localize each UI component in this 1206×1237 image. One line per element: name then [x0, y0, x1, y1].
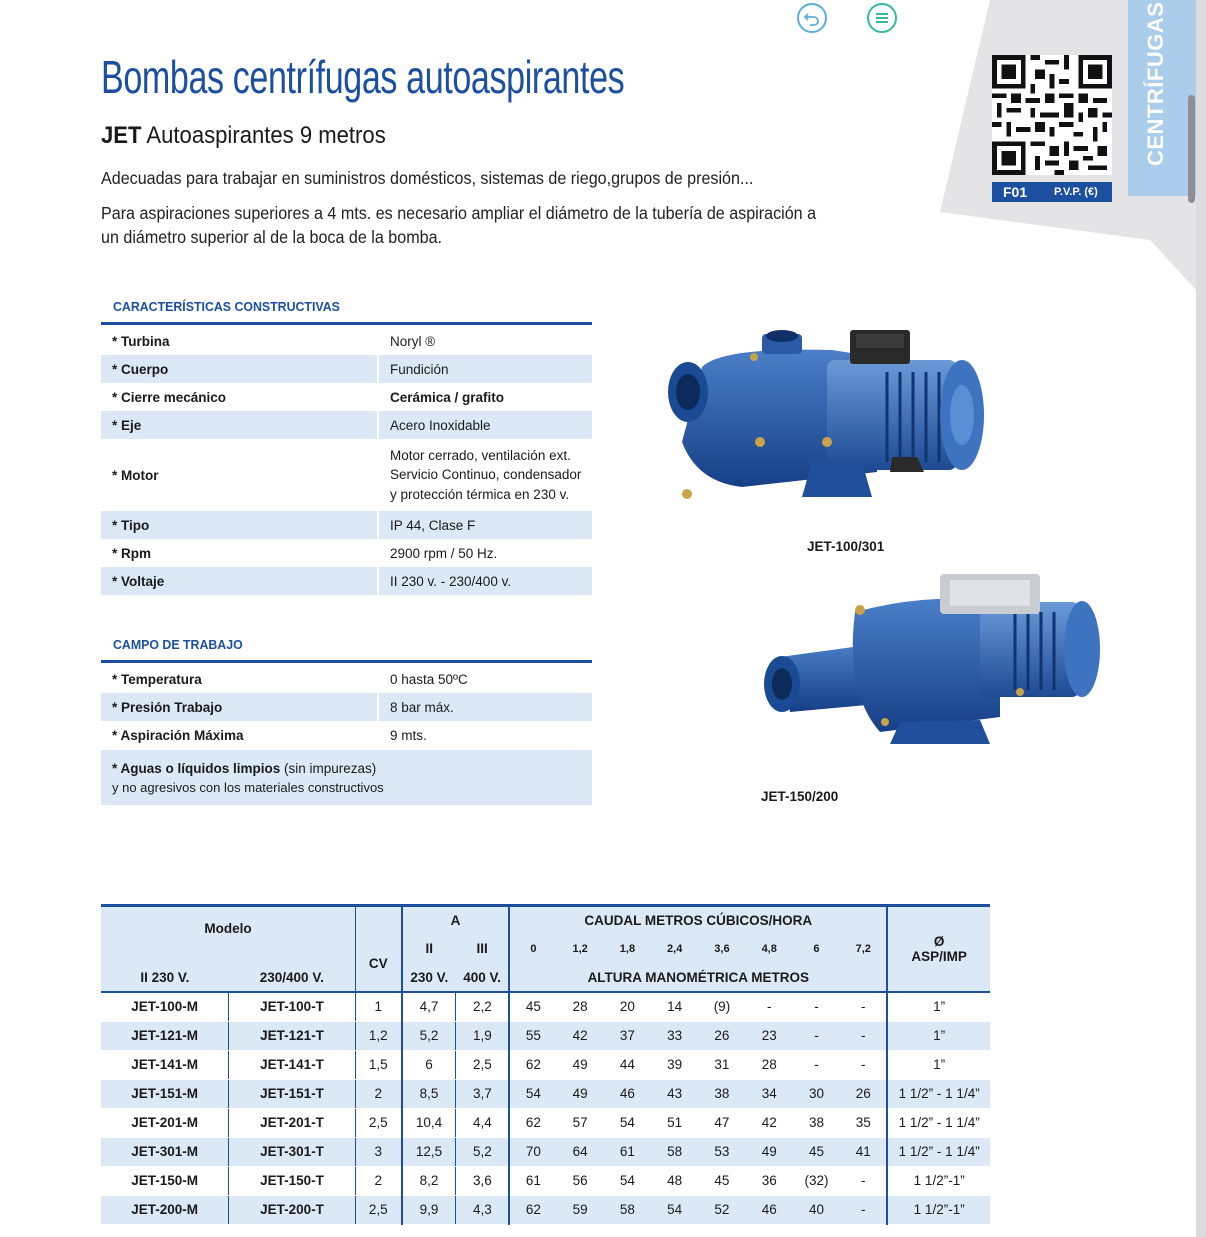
spec-key: * Tipo [101, 511, 378, 539]
caudal-value: 1,8 [604, 934, 651, 964]
table-row [101, 1195, 990, 1224]
table-row [101, 1108, 990, 1137]
spec-row [101, 539, 592, 567]
height-value: - [840, 1021, 887, 1050]
water-note [101, 750, 592, 805]
height-value: 37 [604, 1021, 651, 1050]
cv-value: 2,5 [355, 1195, 401, 1224]
cv-value: 1 [355, 992, 401, 1022]
qr-code-icon[interactable] [992, 55, 1112, 175]
height-value: 47 [698, 1108, 745, 1137]
product-subtitle [101, 122, 386, 150]
asp-imp-value: 1 1/2” - 1 1/4” [887, 1137, 990, 1166]
height-value: 48 [651, 1166, 698, 1195]
amp-230: 8,5 [402, 1079, 456, 1108]
pump2-caption: JET-150/200 [761, 789, 839, 804]
viewer-margin [1196, 0, 1206, 1237]
water-note-rest: (sin impurezas) [280, 761, 377, 776]
amp-230: 4,7 [402, 992, 456, 1022]
asp-imp-value: 1” [887, 1021, 990, 1050]
page-title: Bombas centrífugas autoaspirantes [101, 51, 625, 103]
height-value: - [746, 992, 793, 1022]
caudal-value: 0 [509, 934, 556, 964]
height-value: 35 [840, 1108, 887, 1137]
model-mono: JET-100-M [101, 992, 229, 1022]
catalog-code: F01 [1003, 184, 1028, 200]
spec-key: * Eje [101, 411, 378, 439]
height-value: 41 [840, 1137, 887, 1166]
spec-value: IP 44, Clase F [378, 511, 592, 539]
spec-row [101, 327, 592, 355]
table-row [101, 1021, 990, 1050]
asp-imp-value: 1” [887, 992, 990, 1022]
header-a-230v: 230 V. [402, 964, 456, 992]
model-tri: JET-150-T [229, 1166, 356, 1195]
asp-imp-value: 1 1/2”-1” [887, 1166, 990, 1195]
spec-value: 0 hasta 50ºC [378, 665, 592, 693]
spec-key: * Presión Trabajo [101, 693, 378, 721]
cv-value: 2 [355, 1166, 401, 1195]
spec-key: * Cuerpo [101, 355, 378, 383]
model-mono: JET-150-M [101, 1166, 229, 1195]
amp-230: 6 [402, 1050, 456, 1079]
model-tri: JET-100-T [229, 992, 356, 1022]
height-value: 39 [651, 1050, 698, 1079]
amp-400: 3,6 [456, 1166, 509, 1195]
asp-imp-value: 1 1/2”-1” [887, 1195, 990, 1224]
amp-400: 1,9 [456, 1021, 509, 1050]
height-value: - [793, 1021, 840, 1050]
height-value: 26 [698, 1021, 745, 1050]
spec-value-line: Motor cerrado, ventilación ext. [390, 447, 571, 463]
spec-value: 2900 rpm / 50 Hz. [378, 539, 592, 567]
caudal-value: 4,8 [746, 934, 793, 964]
caudal-value: 2,4 [651, 934, 698, 964]
spec-row [101, 693, 592, 721]
height-value: - [840, 1195, 887, 1224]
section-divider [101, 660, 592, 663]
height-value: - [793, 992, 840, 1022]
header-cv: CV [355, 906, 401, 992]
height-value: - [793, 1050, 840, 1079]
height-value: (32) [793, 1166, 840, 1195]
header-a-three: III [456, 934, 509, 964]
header-modelo: Modelo [101, 906, 355, 964]
amp-230: 5,2 [402, 1021, 456, 1050]
spec-value: Acero Inoxidable [378, 411, 592, 439]
asp-imp-value: 1 1/2” - 1 1/4” [887, 1079, 990, 1108]
spec-row [101, 383, 592, 411]
table-row [101, 1137, 990, 1166]
amp-400: 2,5 [456, 1050, 509, 1079]
spec-key: * Voltaje [101, 567, 378, 595]
amp-230: 12,5 [402, 1137, 456, 1166]
height-value: 26 [840, 1079, 887, 1108]
header-diameter-symbol: Ø [933, 933, 945, 949]
height-value: 70 [509, 1137, 556, 1166]
spec-row [101, 721, 592, 749]
spec-key: * Temperatura [112, 671, 202, 687]
amp-230: 9,9 [402, 1195, 456, 1224]
height-value: 56 [557, 1166, 604, 1195]
caudal-value: 1,2 [557, 934, 604, 964]
subtitle-brand: JET [101, 122, 142, 149]
height-value: - [840, 992, 887, 1022]
height-value: 54 [509, 1079, 556, 1108]
spec-row [101, 567, 592, 595]
caracteristicas-title: CARACTERÍSTICAS CONSTRUCTIVAS [113, 299, 340, 314]
back-arrow-icon [803, 9, 821, 27]
model-mono: JET-301-M [101, 1137, 229, 1166]
asp-imp-value: 1 1/2” - 1 1/4” [887, 1108, 990, 1137]
model-tri: JET-121-T [229, 1021, 356, 1050]
spec-row [101, 411, 592, 439]
model-tri: JET-201-T [229, 1108, 356, 1137]
height-value: 49 [746, 1137, 793, 1166]
height-value: 40 [793, 1195, 840, 1224]
spec-key: * Aspiración Máxima [112, 727, 244, 743]
amp-230: 10,4 [402, 1108, 456, 1137]
spec-value: Cerámica / grafito [378, 383, 592, 411]
height-value: 46 [604, 1079, 651, 1108]
height-value: 55 [509, 1021, 556, 1050]
model-mono: JET-141-M [101, 1050, 229, 1079]
model-mono: JET-201-M [101, 1108, 229, 1137]
scrollbar-thumb[interactable] [1188, 95, 1195, 203]
height-value: 44 [604, 1050, 651, 1079]
header-caudal: CAUDAL METROS CÚBICOS/HORA [509, 906, 887, 934]
height-value: 61 [604, 1137, 651, 1166]
height-value: 38 [793, 1108, 840, 1137]
spec-key: * Rpm [112, 545, 152, 561]
table-row [101, 1050, 990, 1079]
height-value: 59 [557, 1195, 604, 1224]
spec-row [101, 355, 592, 383]
spec-key: * Cierre mecánico [112, 389, 227, 405]
height-value: 58 [604, 1195, 651, 1224]
table-row [101, 1079, 990, 1108]
spec-value-line: y protección térmica en 230 v. [390, 486, 570, 502]
height-value: 62 [509, 1195, 556, 1224]
section-divider [101, 322, 592, 325]
campo-title: CAMPO DE TRABAJO [113, 637, 243, 652]
height-value: 46 [746, 1195, 793, 1224]
spec-value: Noryl ® [378, 327, 592, 355]
height-value: 57 [557, 1108, 604, 1137]
model-mono: JET-121-M [101, 1021, 229, 1050]
caudal-value: 7,2 [840, 934, 887, 964]
amp-230: 8,2 [402, 1166, 456, 1195]
height-value: 45 [509, 992, 556, 1022]
spec-value-line: Servicio Continuo, condensador [390, 467, 582, 483]
section-tab-centrifugas[interactable] [1128, 0, 1196, 196]
pump-jet-150-image [760, 572, 1100, 747]
pump1-caption: JET-100/301 [807, 539, 885, 554]
asp-imp-value: 1” [887, 1050, 990, 1079]
height-value: 49 [557, 1079, 604, 1108]
model-tri: JET-200-T [229, 1195, 356, 1224]
height-value: 14 [651, 992, 698, 1022]
height-value: 53 [698, 1137, 745, 1166]
back-button[interactable] [797, 3, 827, 33]
height-value: 54 [651, 1195, 698, 1224]
menu-button[interactable] [867, 3, 897, 33]
height-value: 42 [557, 1021, 604, 1050]
cv-value: 1,5 [355, 1050, 401, 1079]
height-value: 58 [651, 1137, 698, 1166]
spec-value: Fundición [378, 355, 592, 383]
spec-value [378, 439, 592, 511]
cv-value: 3 [355, 1137, 401, 1166]
height-value: 20 [604, 992, 651, 1022]
water-note-line2: y no agresivos con los materiales constructivos [112, 780, 384, 795]
header-230v: II 230 V. [101, 964, 229, 992]
height-value: 49 [557, 1050, 604, 1079]
header-asp-imp: ASP/IMP [911, 948, 967, 964]
amp-400: 4,4 [456, 1108, 509, 1137]
height-value: - [840, 1166, 887, 1195]
height-value: 51 [651, 1108, 698, 1137]
height-value: 54 [604, 1108, 651, 1137]
table-row [101, 992, 990, 1022]
height-value: 64 [557, 1137, 604, 1166]
amp-400: 3,7 [456, 1079, 509, 1108]
description-1: Adecuadas para trabajar en suministros domésticos, sistemas de riego,grupos de presión... [101, 168, 754, 188]
performance-table [101, 904, 990, 1225]
height-value: 28 [746, 1050, 793, 1079]
price-code-bar [992, 182, 1112, 202]
model-tri: JET-151-T [229, 1079, 356, 1108]
height-value: 45 [698, 1166, 745, 1195]
amp-400: 5,2 [456, 1137, 509, 1166]
height-value: (9) [698, 992, 745, 1022]
height-value: 33 [651, 1021, 698, 1050]
height-value: 36 [746, 1166, 793, 1195]
header-a-single: II [402, 934, 456, 964]
amp-400: 2,2 [456, 992, 509, 1022]
height-value: 23 [746, 1021, 793, 1050]
height-value: - [840, 1050, 887, 1079]
model-tri: JET-141-T [229, 1050, 356, 1079]
caracteristicas-table [101, 327, 592, 595]
water-note-line1 [112, 761, 376, 776]
spec-value: II 230 v. - 230/400 v. [378, 567, 592, 595]
cv-value: 2 [355, 1079, 401, 1108]
spec-row [101, 511, 592, 539]
height-value: 38 [698, 1079, 745, 1108]
campo-table [101, 665, 592, 749]
height-value: 28 [557, 992, 604, 1022]
header-altura: ALTURA MANOMÉTRICA METROS [509, 964, 887, 992]
height-value: 30 [793, 1079, 840, 1108]
spec-value: 8 bar máx. [378, 693, 592, 721]
subtitle-text: Autoaspirantes 9 metros [141, 122, 386, 149]
spec-row [101, 439, 592, 511]
water-note-bold: * Aguas o líquidos limpios [112, 761, 281, 776]
height-value: 34 [746, 1079, 793, 1108]
model-mono: JET-200-M [101, 1195, 229, 1224]
section-tab-label: CENTRÍFUGAS [1143, 1, 1168, 166]
pump-jet-100-image [662, 322, 992, 512]
header-230-400v: 230/400 V. [229, 964, 356, 992]
spec-value: 9 mts. [378, 721, 592, 749]
spec-row [101, 665, 592, 693]
height-value: 43 [651, 1079, 698, 1108]
height-value: 62 [509, 1050, 556, 1079]
header-diameter [887, 906, 990, 992]
model-tri: JET-301-T [229, 1137, 356, 1166]
caudal-value: 6 [793, 934, 840, 964]
list-menu-icon [873, 9, 891, 27]
header-a-400v: 400 V. [456, 964, 509, 992]
height-value: 52 [698, 1195, 745, 1224]
cv-value: 2,5 [355, 1108, 401, 1137]
spec-key: * Motor [112, 467, 159, 483]
height-value: 62 [509, 1108, 556, 1137]
height-value: 45 [793, 1137, 840, 1166]
caudal-value: 3,6 [698, 934, 745, 964]
height-value: 54 [604, 1166, 651, 1195]
model-mono: JET-151-M [101, 1079, 229, 1108]
pvp-label: P.V.P. (€) [1054, 186, 1098, 198]
header-a: A [402, 906, 510, 934]
cv-value: 1,2 [355, 1021, 401, 1050]
performance-table-body [101, 992, 990, 1225]
height-value: 42 [746, 1108, 793, 1137]
table-row [101, 1166, 990, 1195]
spec-key: * Turbina [112, 333, 170, 349]
height-value: 31 [698, 1050, 745, 1079]
height-value: 61 [509, 1166, 556, 1195]
description-2: Para aspiraciones superiores a 4 mts. es necesario ampliar el diámetro de la tubería de aspiración a un diámetro superior al de la boca de la bomba. [101, 203, 817, 247]
amp-400: 4,3 [456, 1195, 509, 1224]
